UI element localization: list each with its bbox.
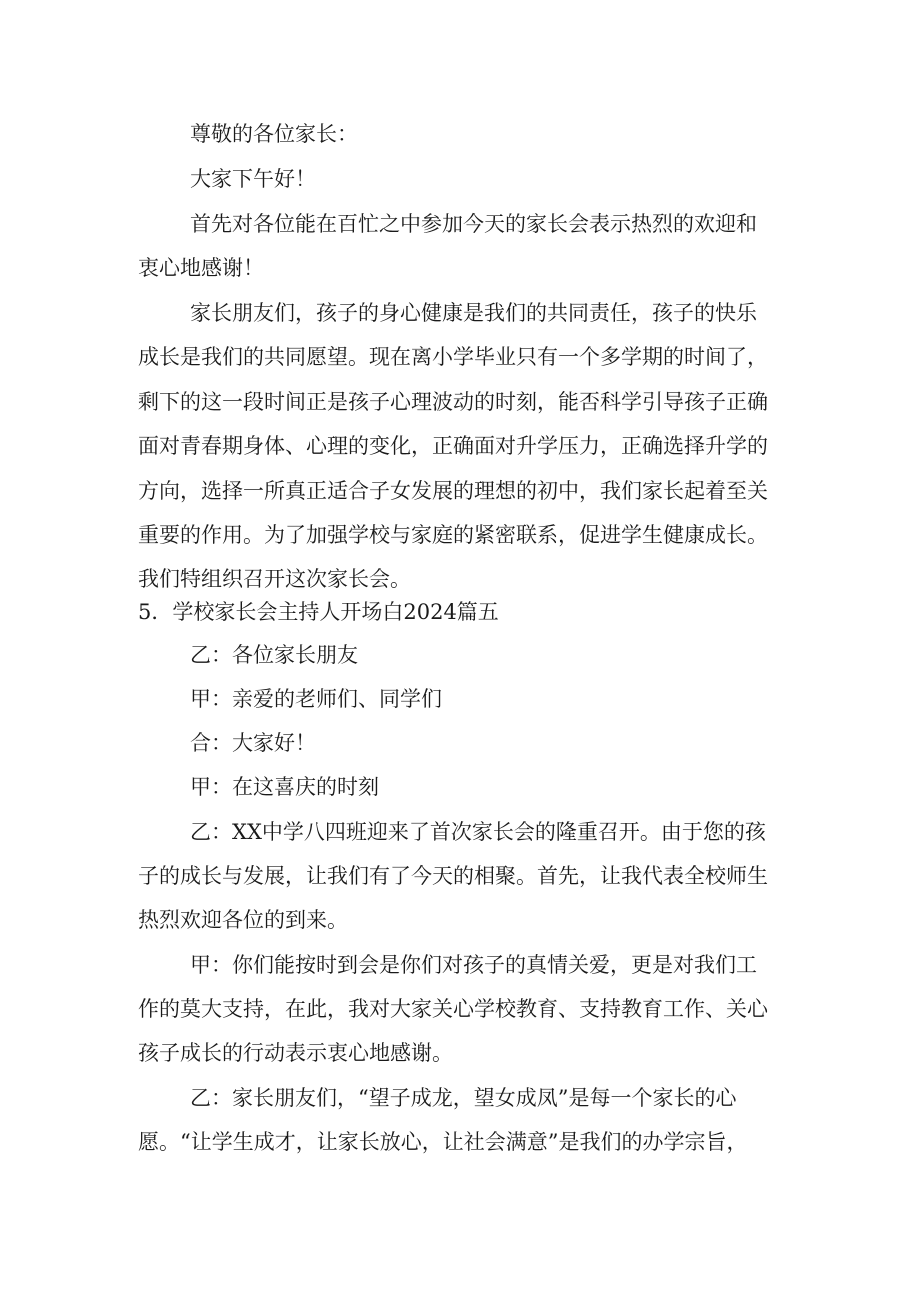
- dialogue-line: 合：大家好！: [190, 731, 316, 755]
- hello-line: 大家下午好！: [190, 167, 316, 191]
- paragraph-line: 衷心地感谢！: [138, 256, 264, 280]
- paragraph-line: 愿。“让学生成才，让家长放心，让社会满意”是我们的办学宗旨，: [138, 1130, 748, 1154]
- paragraph-line: 孩子成长的行动表示衷心地感谢。: [138, 1041, 453, 1065]
- paragraph-line: 子的成长与发展，让我们有了今天的相聚。首先，让我代表全校师生: [138, 864, 768, 888]
- greeting-line: 尊敬的各位家长：: [190, 122, 358, 146]
- paragraph-line: 剩下的这一段时间正是孩子心理波动的时刻，能否科学引导孩子正确: [138, 390, 768, 414]
- paragraph-line: 热烈欢迎各位的到来。: [138, 908, 348, 932]
- paragraph-line: 乙：家长朋友们，“望子成龙，望女成凤”是每一个家长的心: [190, 1086, 737, 1110]
- paragraph-line: 乙：XX中学八四班迎来了首次家长会的隆重召开。由于您的孩: [190, 820, 766, 844]
- paragraph-line: 方向，选择一所真正适合子女发展的理想的初中，我们家长起着至关: [138, 479, 768, 503]
- paragraph-line: 重要的作用。为了加强学校与家庭的紧密联系，促进学生健康成长。: [138, 523, 768, 547]
- section-heading: 5．学校家长会主持人开场白2024篇五: [138, 600, 499, 624]
- paragraph-line: 成长是我们的共同愿望。现在离小学毕业只有一个多学期的时间了，: [138, 345, 768, 369]
- paragraph-line: 面对青春期身体、心理的变化，正确面对升学压力，正确选择升学的: [138, 434, 768, 458]
- dialogue-line: 甲：在这喜庆的时刻: [190, 775, 379, 799]
- paragraph-line: 作的莫大支持，在此，我对大家关心学校教育、支持教育工作、关心: [138, 997, 768, 1021]
- paragraph-line: 家长朋友们，孩子的身心健康是我们的共同责任，孩子的快乐: [190, 301, 757, 325]
- dialogue-line: 乙：各位家长朋友: [190, 643, 358, 667]
- dialogue-line: 甲：亲爱的老师们、同学们: [190, 687, 442, 711]
- paragraph-line: 我们特组织召开这次家长会。: [138, 567, 411, 591]
- paragraph-line: 首先对各位能在百忙之中参加今天的家长会表示热烈的欢迎和: [190, 212, 757, 236]
- paragraph-line: 甲：你们能按时到会是你们对孩子的真情关爱，更是对我们工: [190, 953, 757, 977]
